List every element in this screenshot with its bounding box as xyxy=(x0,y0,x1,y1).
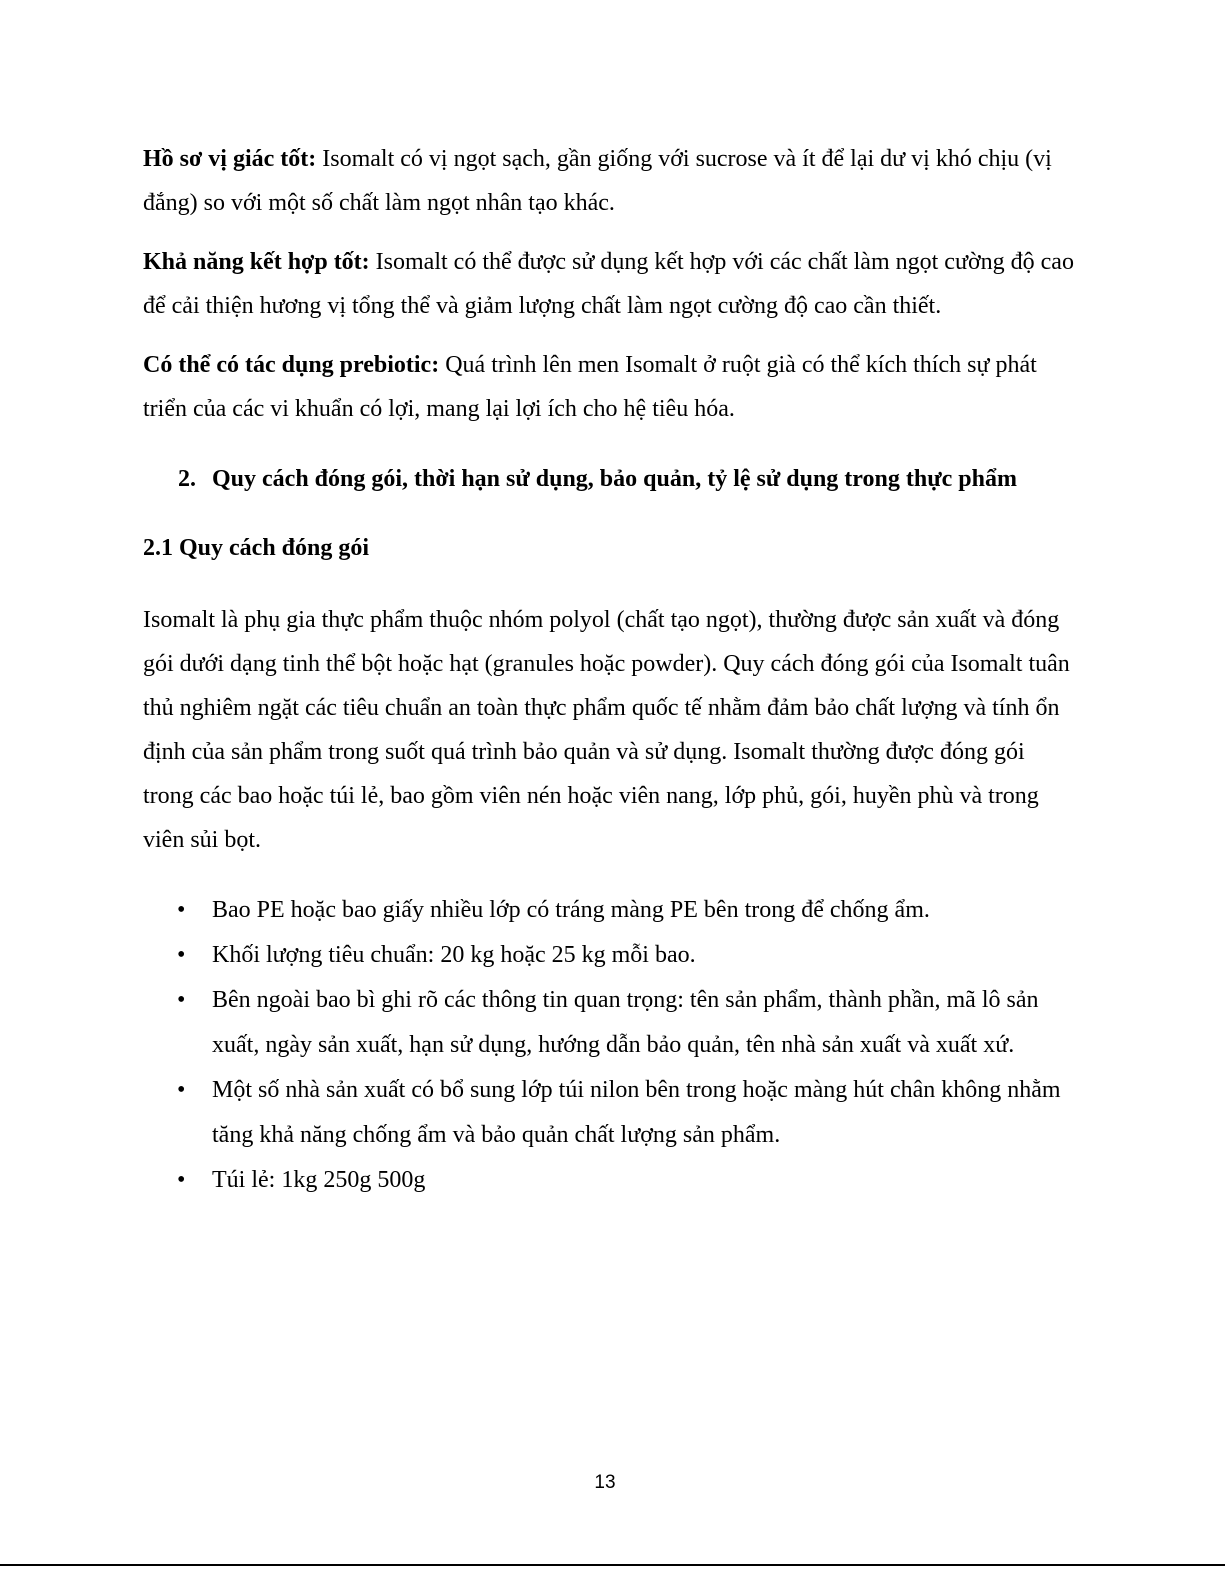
bullet-item xyxy=(143,1158,1078,1203)
section-title: Quy cách đóng gói, thời hạn sử dụng, bảo quản, tỷ lệ sử dụng trong thực phẩm xyxy=(212,466,1017,492)
packaging-intro-paragraph: Isomalt là phụ gia thực phẩm thuộc nhóm polyol (chất tạo ngọt), thường được sản xuất và đóng gói dưới dạng tinh thể bột hoặc hạt (granules hoặc powder). Quy cách đóng gói của Isomalt tuân thủ nghiêm ngặt các tiêu chuẩn an toàn thực phẩm quốc tế nhằm đảm bảo chất lượng và tính ổn định của sản phẩm trong suốt quá trình bảo quản và sử dụng. Isomalt thường được đóng gói trong các bao hoặc túi lẻ, bao gồm viên nén hoặc viên nang, lớp phủ, gói, huyền phù và trong viên sủi bọt. xyxy=(143,607,1070,853)
bullet-item xyxy=(143,1068,1078,1158)
bullet-symbol: • xyxy=(177,1167,186,1193)
page-number: 13 xyxy=(594,1472,616,1493)
feature-text: Isomalt có thể được sử dụng kết hợp với các chất làm ngọt cường độ cao để cải thiện hương vị tổng thể và giảm lượng chất làm ngọt cường độ cao cần thiết. xyxy=(143,249,1074,319)
section-heading-2 xyxy=(143,458,1078,500)
section-number: 2. xyxy=(178,466,196,492)
feature-term: Hồ sơ vị giác tốt: xyxy=(143,146,317,172)
feature-term: Khả năng kết hợp tốt: xyxy=(143,249,370,275)
bullet-text: Bên ngoài bao bì ghi rõ các thông tin quan trọng: tên sản phẩm, thành phần, mã lô sản xuất, ngày sản xuất, hạn sử dụng, hướng dẫn bảo quản, tên nhà sản xuất và xuất xứ. xyxy=(212,987,1039,1058)
bullet-text: Bao PE hoặc bao giấy nhiều lớp có tráng màng PE bên trong để chống ẩm. xyxy=(212,897,930,923)
bullet-text: Khối lượng tiêu chuẩn: 20 kg hoặc 25 kg mỗi bao. xyxy=(212,942,696,968)
feature-paragraph-taste xyxy=(143,137,1078,225)
feature-paragraph-blending xyxy=(143,240,1078,328)
feature-text: Quá trình lên men Isomalt ở ruột già có thể kích thích sự phát triển của các vi khuẩn có lợi, mang lại lợi ích cho hệ tiêu hóa. xyxy=(143,352,1037,422)
bullet-text: Túi lẻ: 1kg 250g 500g xyxy=(212,1167,426,1193)
bullet-symbol: • xyxy=(177,897,186,923)
bullet-text: Một số nhà sản xuất có bổ sung lớp túi nilon bên trong hoặc màng hút chân không nhằm tăng khả năng chống ẩm và bảo quản chất lượng sản phẩm. xyxy=(212,1077,1061,1148)
bullet-item xyxy=(143,888,1078,933)
bullet-symbol: • xyxy=(177,987,186,1013)
feature-paragraph-prebiotic xyxy=(143,343,1078,431)
packaging-bullet-list xyxy=(143,888,1078,1203)
feature-term: Có thể có tác dụng prebiotic: xyxy=(143,352,440,378)
bullet-symbol: • xyxy=(177,1077,186,1103)
subsection-heading-2-1: 2.1 Quy cách đóng gói xyxy=(143,535,370,561)
bullet-item xyxy=(143,933,1078,978)
bullet-item xyxy=(143,978,1078,1068)
page-content xyxy=(143,137,1078,1203)
feature-text: Isomalt có vị ngọt sạch, gần giống với sucrose và ít để lại dư vị khó chịu (vị đắng) so với một số chất làm ngọt nhân tạo khác. xyxy=(143,146,1052,216)
bullet-symbol: • xyxy=(177,942,186,968)
bottom-border-line xyxy=(0,1564,1225,1566)
